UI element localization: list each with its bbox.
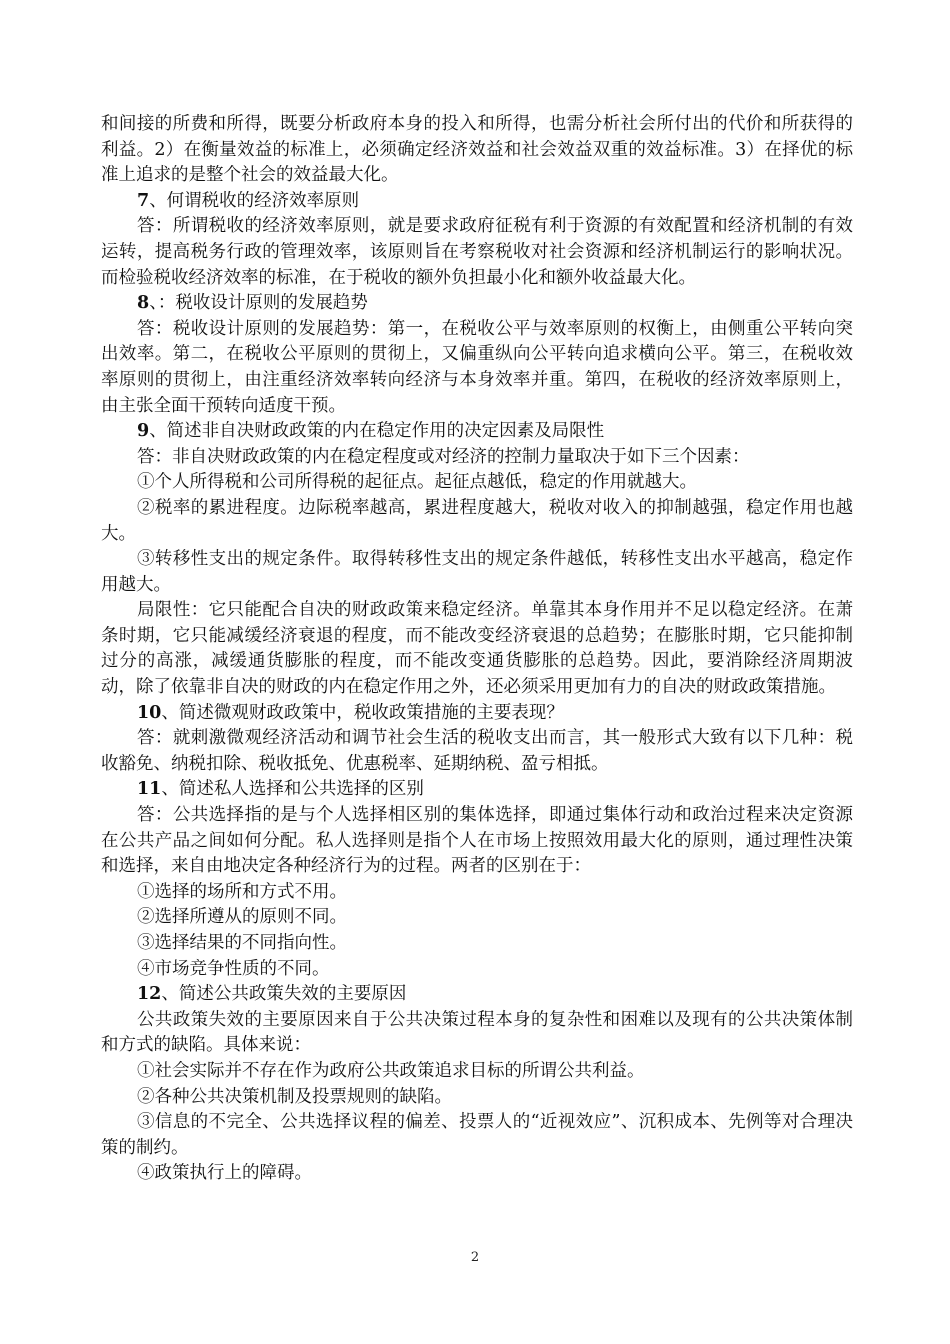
question-number: 12 [137, 984, 162, 1005]
question-title: 、：税收设计原则的发展趋势 [149, 293, 368, 314]
body-paragraph: ②税率的累进程度。边际税率越高，累进程度越大，税收对收入的抑制越强，稳定作用也越大。 [101, 497, 853, 544]
question-number: 9 [137, 421, 150, 442]
question-heading [101, 777, 853, 803]
question-title: 、何谓税收的经济效率原则 [149, 190, 360, 211]
body-paragraph: 答：公共选择指的是与个人选择相区别的集体选择，即通过集体行动和政治过程来决定资源在公共产品之间如何分配。私人选择则是指个人在市场上按照效用最大化的原则，通过理性决策和选择，来自由地决定各种经济行为的过程。两者的区别在于： [101, 805, 853, 877]
question-title: 、简述非自决财政政策的内在稳定作用的决定因素及局限性 [149, 421, 605, 442]
body-paragraph: ②各种公共决策机制及投票规则的缺陷。 [137, 1086, 452, 1107]
body-paragraph: 和间接的所费和所得，既要分析政府本身的投入和所得，也需分析社会所付出的代价和所获得的利益。2）在衡量效益的标准上，必须确定经济效益和社会效益双重的效益标准。3）在择优的标准上追求的是整个社会的效益最大化。 [101, 114, 853, 186]
body-paragraph: ④政策执行上的障碍。 [137, 1163, 312, 1184]
question-heading [101, 982, 853, 1008]
question-heading [101, 701, 853, 727]
question-heading [101, 419, 853, 445]
document-body [101, 112, 853, 1187]
question-title: 、简述公共政策失效的主要原因 [161, 984, 407, 1005]
question-heading [101, 189, 853, 215]
body-paragraph: 答：税收设计原则的发展趋势：第一，在税收公平与效率原则的权衡上，由侧重公平转向突出效率。第二，在税收公平原则的贯彻上，又偏重纵向公平转向追求横向公平。第三，在税收效率原则的贯彻上，由注重经济效率转向经济与本身效率并重。第四，在税收的经济效率原则上，由主张全面干预转向适度干预。 [101, 318, 853, 416]
question-number: 10 [137, 702, 162, 723]
body-paragraph: ①社会实际并不存在作为政府公共政策追求目标的所谓公共利益。 [137, 1060, 645, 1081]
body-paragraph: ③转移性支出的规定条件。取得转移性支出的规定条件越低，转移性支出水平越高，稳定作用越大。 [101, 549, 853, 595]
body-paragraph: 答：非自决财政政策的内在稳定程度或对经济的控制力量取决于如下三个因素： [137, 446, 750, 467]
body-paragraph: 局限性：它只能配合自决的财政政策来稳定经济。单靠其本身作用并不足以稳定经济。在萧条时期，它只能减缓经济衰退的程度，而不能改变经济衰退的总趋势；在膨胀时期，它只能抑制过分的高涨，减缓通货膨胀的程度，而不能改变通货膨胀的总趋势。因此，要消除经济周期波动，除了依靠非自决的财政的内在稳定作用之外，还必须采用更加有力的自决的财政政策措施。 [101, 600, 853, 698]
body-paragraph: ③选择结果的不同指向性。 [137, 933, 347, 953]
question-number: 7 [137, 190, 150, 211]
body-paragraph: ②选择所遵从的原则不同。 [137, 907, 347, 928]
body-paragraph: ④市场竞争性质的不同。 [137, 958, 330, 979]
body-paragraph: 答：所谓税收的经济效率原则，就是要求政府征税有利于资源的有效配置和经济机制的有效运转，提高税务行政的管理效率，该原则旨在考察税收对社会资源和经济机制运行的影响状况。而检验税收经济效率的标准，在于税收的额外负担最小化和额外收益最大化。 [101, 216, 853, 288]
question-title: 、简述微观财政政策中，税收政策措施的主要表现？ [161, 702, 564, 723]
question-title: 、简述私人选择和公共选择的区别 [161, 779, 424, 800]
question-number: 8 [137, 293, 150, 314]
body-paragraph: 公共政策失效的主要原因来自于公共决策过程本身的复杂性和困难以及现有的公共决策体制和方式的缺陷。具体来说： [101, 1009, 853, 1056]
body-paragraph: ③信息的不完全、公共选择议程的偏差、投票人的“近视效应”、沉积成本、先例等对合理决策的制约。 [101, 1112, 853, 1158]
body-paragraph: 答：就刺激微观经济活动和调节社会生活的税收支出而言，其一般形式大致有以下几种：税收豁免、纳税扣除、税收抵免、优惠税率、延期纳税、盈亏相抵。 [101, 728, 853, 774]
page-number: 2 [470, 1250, 480, 1265]
question-heading [101, 291, 853, 317]
body-paragraph: ①选择的场所和方式不用。 [137, 881, 347, 902]
question-number: 11 [137, 779, 162, 800]
body-paragraph: ①个人所得税和公司所得税的起征点。起征点越低，稳定的作用就越大。 [137, 472, 697, 493]
